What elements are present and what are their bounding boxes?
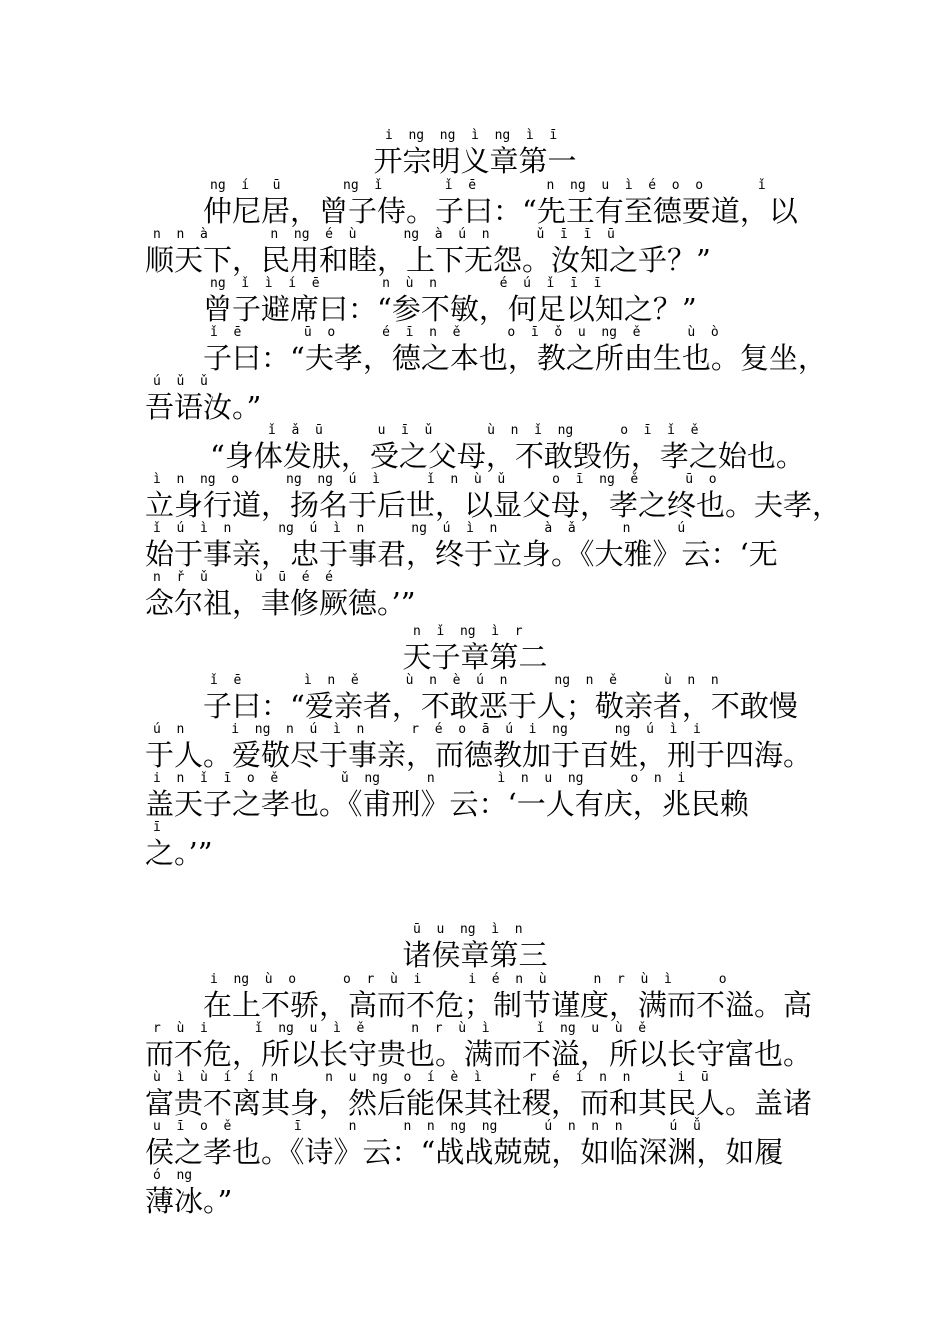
chapter-title: 诸侯章第三: [402, 938, 548, 972]
text-content: 之。’”: [145, 836, 213, 870]
chapter-title: 开宗明义章第一: [373, 144, 577, 178]
text-content: 于人。爱敬尽于事亲，而德教加于百姓，刑于四海。: [145, 738, 813, 772]
text-content: 富贵不离其身，然后能保其社稷，而和其民人。盖诸: [145, 1086, 813, 1120]
pinyin-line: ú ǔ ǔ: [153, 374, 208, 389]
pinyin-line: ù ì ù í í n n u ng o í è ì r é í n n i ū: [153, 1070, 709, 1085]
text-content: 念尔祖，聿修厥德。’”: [145, 586, 416, 620]
text-content: 始于事亲，忠于事君，终于立身。《大雅》云：‘无: [145, 537, 778, 571]
pinyin-line: i n ǐ ī o ě ǔ ng n ì n u ng o n i: [153, 771, 686, 786]
chapter-title-pinyin: i ng ng ì ng ì ī: [385, 128, 558, 143]
pinyin-line: ó ng: [153, 1168, 193, 1183]
text-content: 而不危，所以长守贵也。满而不溢，所以长守富也。: [145, 1037, 813, 1071]
pinyin-line: ú n i ng n ú ì n r é o ā ú i ng ng ú ì i: [153, 722, 701, 737]
chapter-title-pinyin: ū u ng ì n: [413, 922, 523, 937]
text-content: 仲尼居，曾子侍。子曰：“先王有至德要道，以: [203, 194, 798, 228]
text-content: 侯之孝也。《诗》云：“战战兢兢，如临深渊，如履: [145, 1135, 784, 1169]
chapter-title-pinyin: n ǐ ng ì r: [413, 624, 523, 639]
pinyin-line: ǐ ǎ ū u ī ǔ ù n ǐ ng o ī ǐ ě: [268, 423, 699, 438]
text-content: 子曰：“夫孝，德之本也，教之所由生也。复坐，: [203, 341, 827, 375]
text-content: 薄冰。”: [145, 1184, 233, 1218]
text-content: 吾语汝。”: [145, 390, 262, 424]
text-content: 顺天下，民用和睦，上下无怨。汝知之乎？”: [145, 243, 711, 277]
text-content: 子曰：“爱亲者，不敢恶于人；敬亲者，不敢慢: [203, 689, 798, 723]
pinyin-line: ǐ ú ì n ng ú ì n ng ú ì n à ǎ n ú: [153, 521, 686, 536]
pinyin-line: ǐ ē ū o é ī n ě o ī ǒ u ng ě ù ò: [210, 325, 719, 340]
text-content: 在上不骄，高而不危；制节谨度，满而不溢。高: [203, 988, 813, 1022]
text-content: 曾子避席曰：“参不敏，何足以知之？”: [203, 292, 697, 326]
pinyin-line: ng ǐ ì í ē n ù n é ú ǐ ī ī: [210, 276, 602, 291]
pinyin-line: ī: [153, 820, 161, 835]
pinyin-line: ng í ū ng ǐ ǐ ē n ng u ì é o o ǐ: [210, 178, 766, 193]
pinyin-line: n ř ǔ ù ū é é: [153, 570, 334, 585]
pinyin-line: i ng ù o o r ù i i é n ù n r ù ì o: [210, 972, 727, 987]
chapter-title: 天子章第二: [402, 640, 548, 674]
pinyin-line: r ù i ǐ ng u ì ě n r ù ì ǐ ng u ù ě: [153, 1021, 647, 1036]
pinyin-line: ì n ng o ng ng ú ì ǐ n ù ǔ o ī ng ě ū o: [153, 472, 717, 487]
text-content: 盖天子之孝也。《甫刑》云：‘一人有庆，兆民赖: [145, 787, 749, 821]
text-content: 立身行道，扬名于后世，以显父母，孝之终也。夫孝，: [145, 488, 842, 522]
text-content: “身体发肤，受之父母，不敢毁伤，孝之始也。: [210, 439, 805, 473]
pinyin-line: ǐ ē ì n ě ù n è ú n ng n ě ù n n: [210, 673, 719, 688]
pinyin-line: u ī o ě ī n n n ng ng ú n n n ú ǚ: [153, 1119, 701, 1134]
pinyin-line: n n à n ng é ù ng à ú n ǔ ī ī ū: [153, 227, 615, 242]
